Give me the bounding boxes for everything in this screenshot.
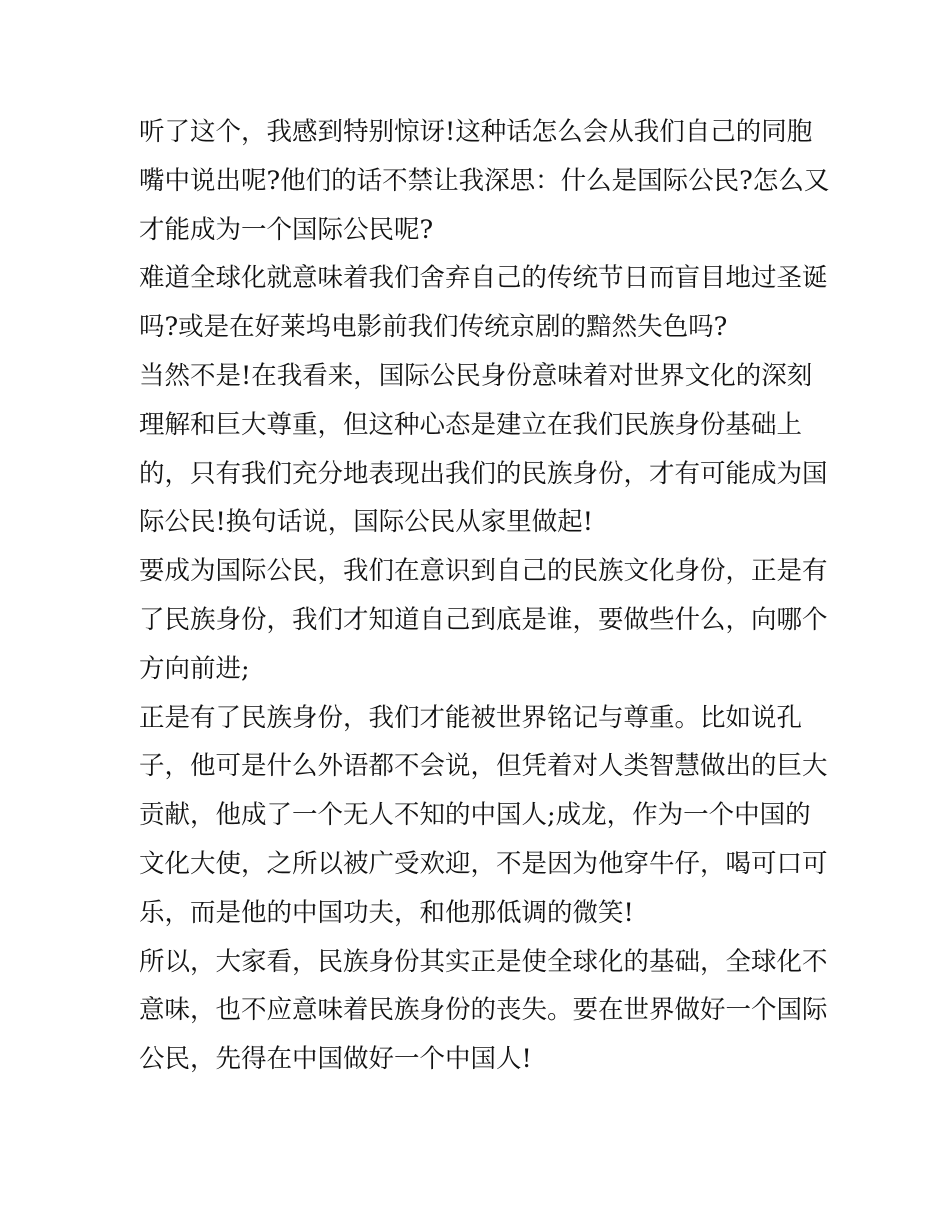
text-line: 正是有了民族身份，我们才能被世界铭记与尊重。比如说孔 bbox=[139, 702, 803, 733]
text-line: 公民，先得在中国做好一个中国人! bbox=[139, 1044, 532, 1075]
text-line: 子，他可是什么外语都不会说，但凭着对人类智慧做出的巨大 bbox=[139, 751, 828, 782]
text-line: 的，只有我们充分地表现出我们的民族身份，才有可能成为国 bbox=[139, 458, 828, 489]
text-line: 嘴中说出呢?他们的话不禁让我深思：什么是国际公民?怎么又 bbox=[139, 165, 830, 196]
text-line: 听了这个，我感到特别惊讶!这种话怎么会从我们自己的同胞 bbox=[139, 117, 813, 147]
text-line: 吗?或是在好莱坞电影前我们传统京剧的黯然失色吗? bbox=[139, 312, 728, 343]
text-line: 难道全球化就意味着我们舍弃自己的传统节日而盲目地过圣诞 bbox=[139, 263, 828, 294]
text-line: 际公民!换句话说，国际公民从家里做起! bbox=[139, 507, 593, 538]
text-line: 文化大使，之所以被广受欢迎，不是因为他穿牛仔，喝可口可 bbox=[139, 848, 828, 879]
text-line: 了民族身份，我们才知道自己到底是谁，要做些什么，向哪个 bbox=[139, 604, 828, 635]
text-line: 贡献，他成了一个无人不知的中国人;成龙，作为一个中国的 bbox=[139, 800, 811, 831]
text-line: 才能成为一个国际公民呢? bbox=[139, 214, 434, 245]
text-line: 当然不是!在我看来，国际公民身份意味着对世界文化的深刻 bbox=[139, 360, 813, 391]
text-line: 方向前进; bbox=[139, 653, 250, 684]
text-line: 乐，而是他的中国功夫，和他那低调的微笑! bbox=[139, 897, 634, 928]
text-line: 要成为国际公民，我们在意识到自己的民族文化身份，正是有 bbox=[139, 556, 828, 587]
text-line: 所以，大家看，民族身份其实正是使全球化的基础，全球化不 bbox=[139, 946, 828, 977]
essay-text bbox=[139, 108, 830, 1084]
text-line: 理解和巨大尊重，但这种心态是建立在我们民族身份基础上 bbox=[139, 409, 803, 440]
text-line: 意味，也不应意味着民族身份的丧失。要在世界做好一个国际 bbox=[139, 995, 828, 1026]
